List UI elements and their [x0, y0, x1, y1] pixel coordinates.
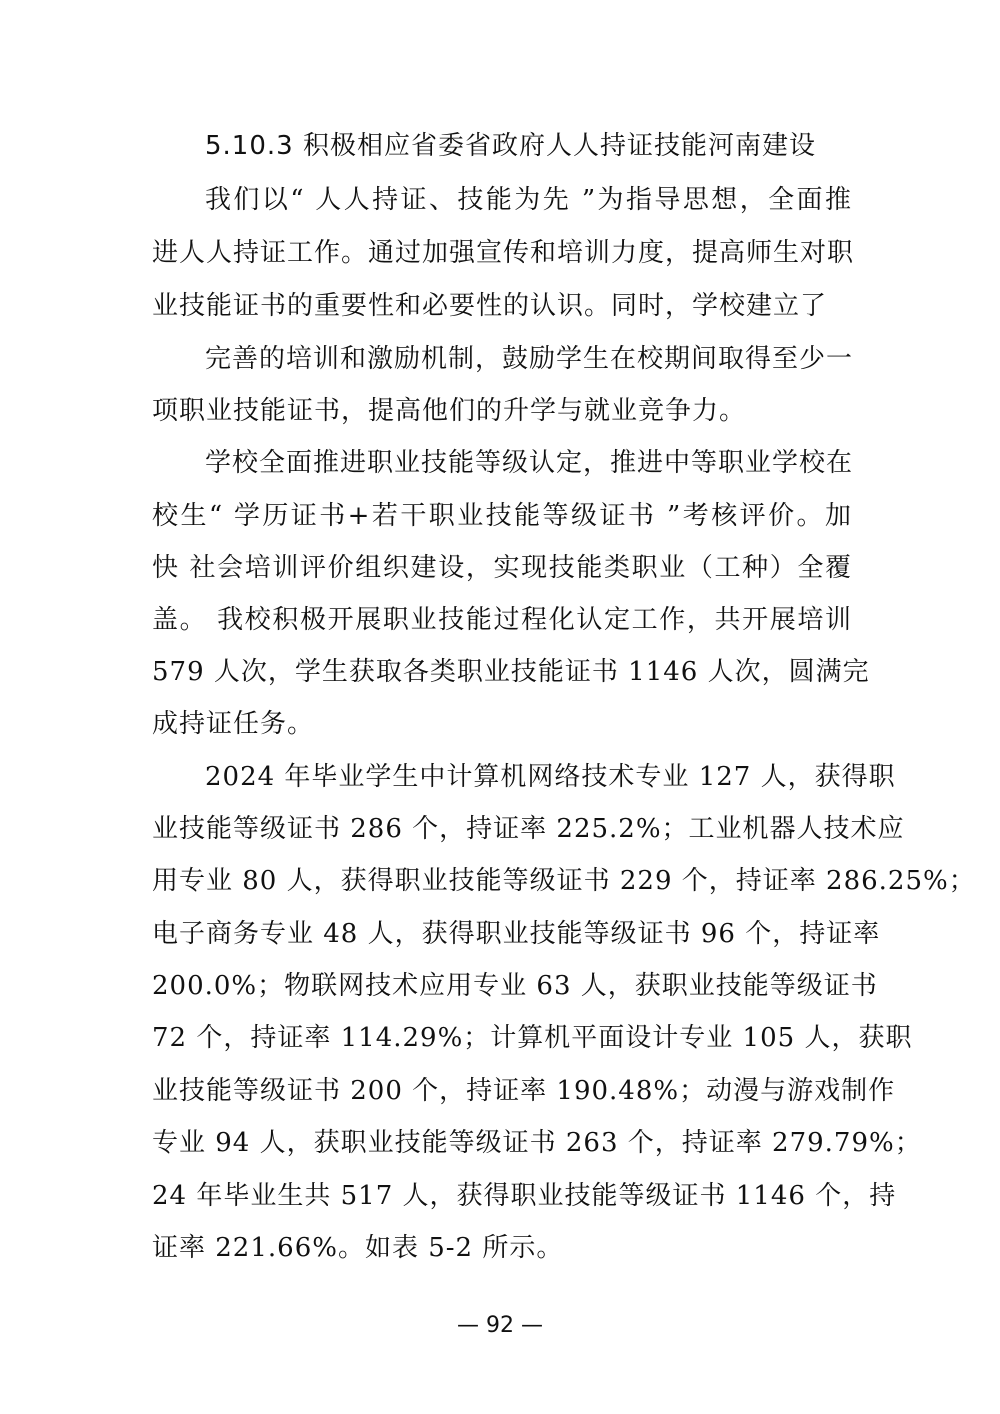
paragraph-3-line-5: 579 人次，学生获取各类职业技能证书 1146 人次，圆满完: [152, 657, 870, 687]
paragraph-1-line-1: 我们以“ 人人持证、技能为先 ”为指导思想，全面推: [205, 185, 852, 215]
paragraph-4-line-3: 用专业 80 人，获得职业技能等级证书 229 个，持证率 286.25%；: [152, 866, 976, 896]
paragraph-4-line-1: 2024 年毕业学生中计算机网络技术专业 127 人，获得职: [205, 762, 896, 792]
paragraph-3-line-3: 快 社会培训评价组织建设，实现技能类职业（工种）全覆: [152, 553, 852, 583]
paragraph-3-line-2: 校生“ 学历证书+若干职业技能等级证书 ”考核评价。加: [152, 501, 852, 531]
paragraph-4-line-2: 业技能等级证书 286 个，持证率 225.2%；工业机器人技术应: [152, 814, 905, 844]
page-number: — 92 —: [457, 1313, 543, 1338]
paragraph-4-line-7: 业技能等级证书 200 个，持证率 190.48%；动漫与游戏制作: [152, 1076, 896, 1106]
paragraph-3-line-6: 成持证任务。: [152, 709, 315, 739]
section-title: 5.10.3 积极相应省委省政府人人持证技能河南建设: [205, 131, 816, 161]
paragraph-3-line-1: 学校全面推进职业技能等级认定，推进中等职业学校在: [205, 448, 854, 478]
paragraph-2-line-2: 项职业技能证书，提高他们的升学与就业竞争力。: [152, 396, 747, 426]
paragraph-4-line-6: 72 个，持证率 114.29%；计算机平面设计专业 105 人，获职: [152, 1023, 913, 1053]
paragraph-4-line-5: 200.0%；物联网技术应用专业 63 人，获职业技能等级证书: [152, 971, 878, 1001]
paragraph-4-line-9: 24 年毕业生共 517 人，获得职业技能等级证书 1146 个，持: [152, 1181, 897, 1211]
paragraph-4-line-4: 电子商务专业 48 人，获得职业技能等级证书 96 个，持证率: [152, 919, 881, 949]
paragraph-1-line-2: 进人人持证工作。通过加强宣传和培训力度，提高师生对职: [152, 238, 855, 268]
paragraph-4-line-8: 专业 94 人，获职业技能等级证书 263 个，持证率 279.79%；: [152, 1128, 922, 1158]
paragraph-3-line-4: 盖。 我校积极开展职业技能过程化认定工作，共开展培训: [152, 605, 852, 635]
paragraph-2-line-1: 完善的培训和激励机制，鼓励学生在校期间取得至少一: [205, 344, 854, 374]
paragraph-1-line-3: 业技能证书的重要性和必要性的认识。同时，学校建立了: [152, 291, 828, 321]
paragraph-4-line-10: 证率 221.66%。如表 5-2 所示。: [152, 1233, 564, 1263]
